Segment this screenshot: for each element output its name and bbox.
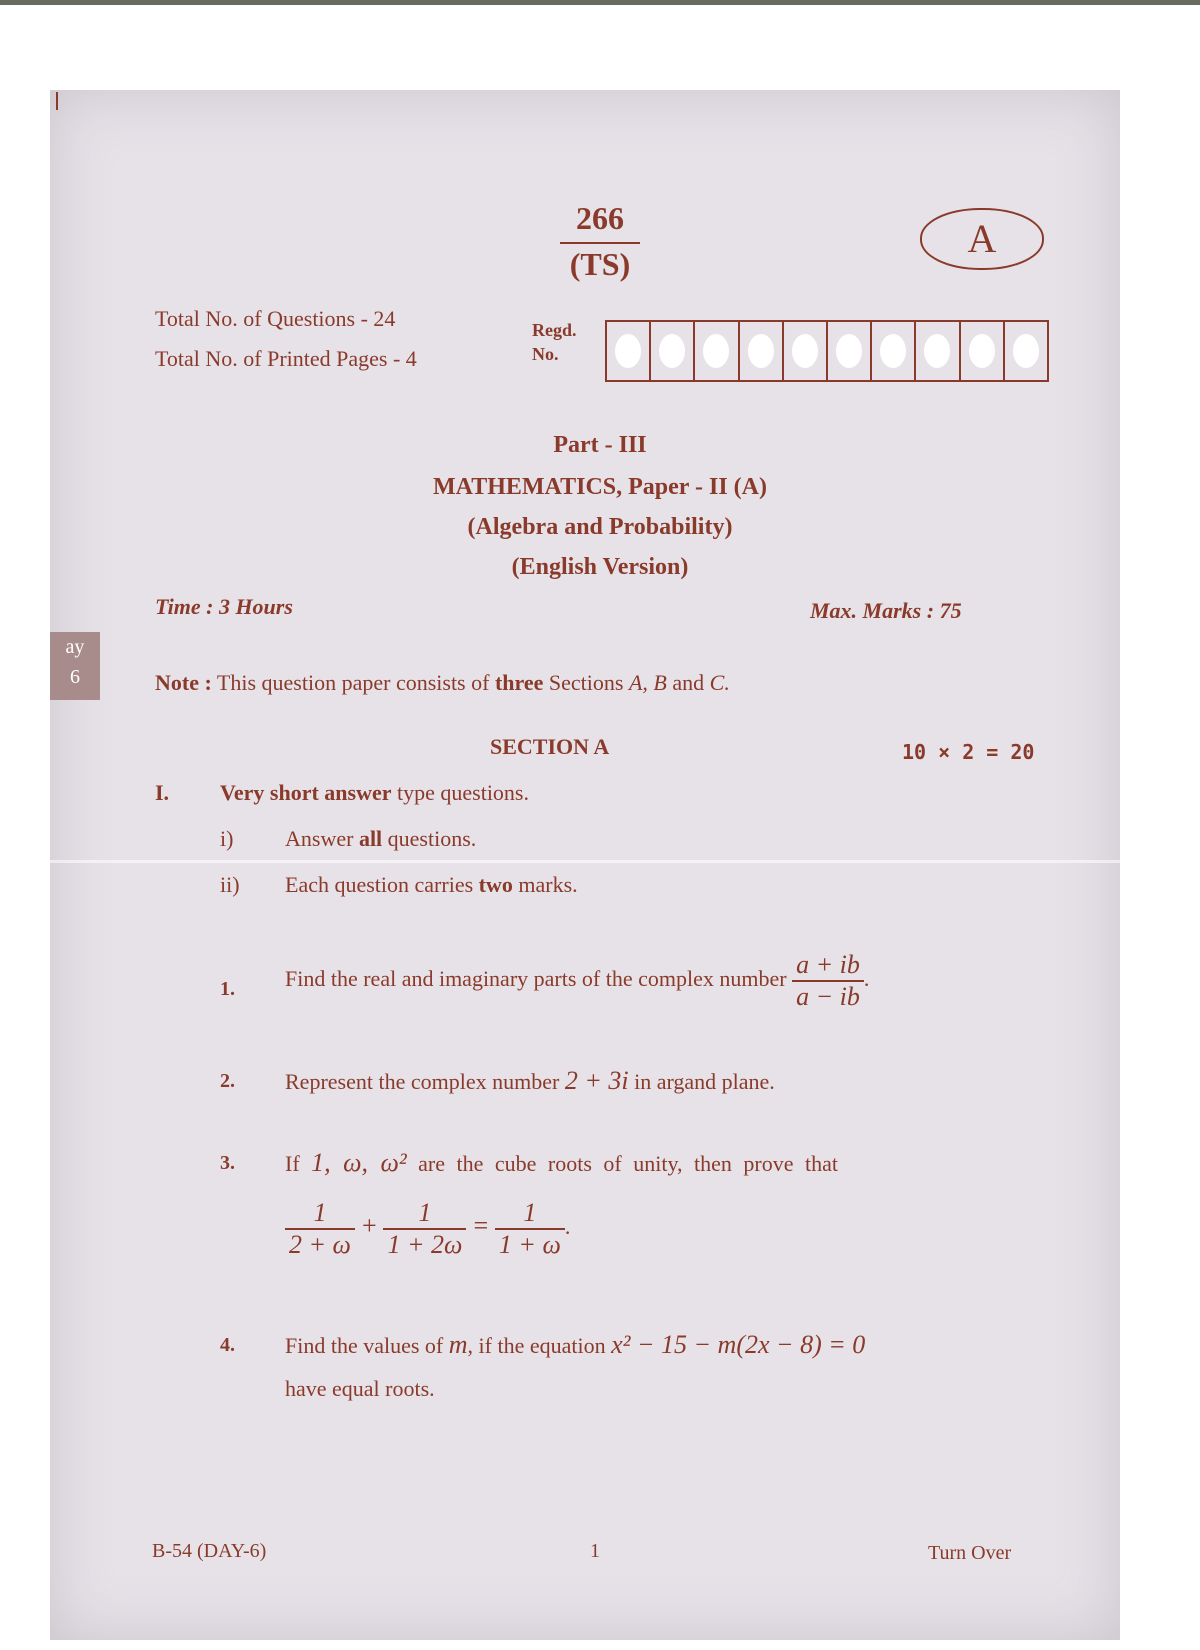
topic-title: (Algebra and Probability) (467, 514, 733, 540)
question-number: 4. (220, 1334, 235, 1356)
paper-code (560, 198, 640, 284)
question-4-continuation: have equal roots. (285, 1376, 435, 1401)
side-tab-line1: ay (65, 636, 85, 658)
footer-code: B-54 (DAY-6) (152, 1540, 267, 1562)
version-badge: A (920, 208, 1044, 270)
question-text: in argand plane. (634, 1069, 775, 1094)
instruction-post: questions. (387, 826, 477, 851)
note-sections: A, B (628, 670, 667, 695)
note (155, 670, 730, 696)
section-a-marks: 10 × 2 = 20 (902, 740, 1035, 764)
margin-mark (56, 92, 58, 110)
fraction-numerator: 1 (383, 1198, 466, 1230)
instruction (285, 826, 476, 852)
regd-digit-box (872, 322, 916, 380)
question-number: 2. (220, 1070, 235, 1092)
regd-digit-box (651, 322, 695, 380)
instruction-bold: all (358, 826, 383, 851)
regd-label-line1: Regd. (532, 320, 577, 340)
regd-digit-box (695, 322, 739, 380)
instruction (285, 872, 578, 898)
regd-label (532, 318, 577, 366)
note-text-1: This question paper consists of (216, 670, 490, 695)
question-3-equation: $\frac{1}{2 + \omega}$ + $\frac{1}{1 + 2\omega}$ = $\frac{1}{1 + \omega}$ . (285, 1198, 570, 1260)
question-text: If (285, 1151, 300, 1176)
math-expression: 2 + 3i (564, 1066, 629, 1095)
question-2 (285, 1066, 775, 1096)
section-heading-bold: Very short answer (220, 780, 392, 805)
turn-over: Turn Over (928, 1542, 1012, 1564)
regd-digit-box (740, 322, 784, 380)
section-roman: I. (155, 780, 170, 805)
instruction-post: marks. (518, 872, 578, 897)
question-number: 1. (220, 978, 235, 1000)
fraction-numerator: 1 (285, 1198, 355, 1230)
fraction-denominator: 1 + ω (498, 1230, 561, 1259)
regd-digit-box (1005, 322, 1047, 380)
instruction-pre: Each question carries (285, 872, 474, 897)
math-expression: x² − 15 − m(2x − 8) = 0 (611, 1330, 866, 1359)
question-1: Find the real and imaginary parts of the complex number $\frac{a + ib}{a - ib}$ . (285, 950, 870, 1011)
regd-digit-box (607, 322, 651, 380)
note-label: Note : (155, 670, 212, 695)
note-last: C. (709, 670, 730, 695)
regd-digit-box (916, 322, 960, 380)
regd-number-boxes (605, 320, 1049, 382)
note-and: and (672, 670, 705, 695)
total-pages: Total No. of Printed Pages - 4 (155, 346, 417, 371)
instruction-num: ii) (220, 872, 240, 897)
paper-code-number: 266 (560, 198, 640, 244)
math-variable: m (448, 1330, 468, 1359)
time-allowed: Time : 3 Hours (155, 594, 293, 619)
version-title: (English Version) (511, 554, 689, 580)
note-text-2: Sections (548, 670, 624, 695)
regd-digit-box (828, 322, 872, 380)
fraction-denominator: 2 + ω (289, 1230, 351, 1259)
question-text: , if the equation (467, 1333, 606, 1358)
max-marks: Max. Marks : 75 (810, 598, 962, 623)
regd-digit-box (784, 322, 828, 380)
question-text: Find the real and imaginary parts of the complex number (285, 966, 787, 992)
plus-sign: + (360, 1211, 378, 1241)
regd-label-line2: No. (532, 344, 559, 364)
regd-digit-box (961, 322, 1005, 380)
side-tab (50, 632, 100, 700)
fraction (792, 950, 864, 1012)
page-number: 1 (590, 1540, 600, 1562)
side-tab-line2: 6 (70, 666, 80, 688)
fraction-denominator: a − ib (796, 982, 860, 1011)
fraction-numerator: a + ib (792, 950, 864, 982)
total-questions: Total No. of Questions - 24 (155, 306, 396, 331)
instruction-bold: two (478, 872, 513, 897)
math-expression: 1, ω, ω² (311, 1148, 407, 1177)
question-3 (285, 1148, 838, 1178)
section-a-title: SECTION A (490, 734, 610, 759)
question-text: Represent the complex number (285, 1069, 560, 1094)
note-bold: three (494, 670, 544, 695)
equals-sign: = (471, 1211, 490, 1241)
section-heading (220, 780, 529, 806)
paper-series: (TS) (569, 246, 631, 282)
fraction (383, 1198, 466, 1260)
fraction (285, 1198, 355, 1260)
scan-top-edge (0, 0, 1200, 5)
fraction (495, 1198, 565, 1260)
instruction-pre: Answer (285, 826, 354, 851)
fraction-numerator: 1 (495, 1198, 565, 1230)
instruction-num: i) (220, 826, 234, 851)
question-text: are the cube roots of unity, then prove that (418, 1151, 839, 1176)
section-heading-rest: type questions. (397, 780, 529, 805)
part-title: Part - III (553, 432, 647, 458)
subject-title: MATHEMATICS, Paper - II (A) (433, 474, 767, 500)
question-number: 3. (220, 1152, 235, 1174)
question-text: Find the values of (285, 1333, 444, 1358)
question-4 (285, 1330, 865, 1360)
fraction-denominator: 1 + 2ω (387, 1230, 463, 1259)
